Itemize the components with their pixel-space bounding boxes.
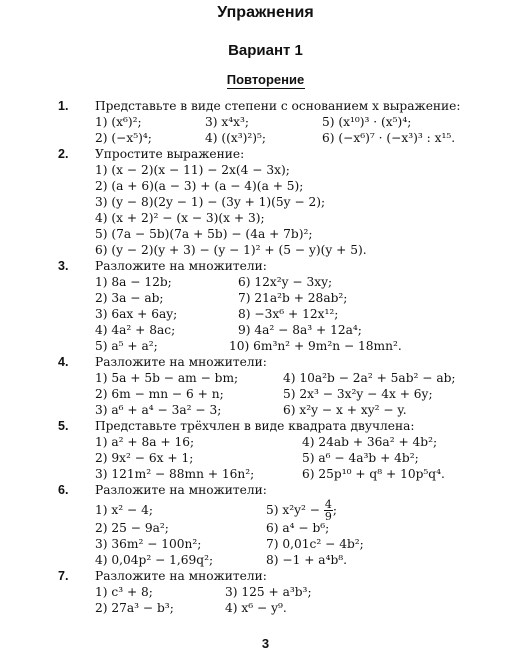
exercise-2 [0,146,531,258]
task-row [0,322,531,338]
task-item: 1) c³ + 8; [95,585,153,599]
task-row [0,498,531,523]
task-item-with-fraction [266,499,337,522]
task-item: 6) (−x⁶)⁷ · (−x³)³ : x¹⁵. [322,131,456,145]
exercise-number: 1. [58,99,69,113]
task-item: 4) 24ab + 36a² + 4b²; [302,435,438,449]
task-item: 7) 0,01c² − 4b²; [266,537,364,551]
page-number: 3 [261,636,270,651]
task-item: 1) (x − 2)(x − 11) − 2x(4 − 3x); [95,163,290,177]
task-row [0,386,531,402]
exercise-list [0,98,531,616]
task-row [0,210,531,226]
task-row [0,114,531,130]
task-item: 6) a⁴ − b⁶; [266,521,330,535]
exercise-number: 4. [58,355,69,369]
exercise-7 [0,568,531,616]
task-item: 3) x⁴x³; [205,115,250,129]
exercise-prompt: Представьте в виде степени с основанием x выражение: [95,99,461,113]
task-item: 5) 2x³ − 3x²y − 4x + 6y; [283,387,433,401]
task-item: 8) −1 + a⁴b⁸. [266,553,348,567]
task-row [0,402,531,418]
task-item: 1) 5a + 5b − am − bm; [95,371,239,385]
fraction-denominator: 9 [324,510,332,523]
task-item: 6) 12x²y − 3xy; [238,275,333,289]
page-title: Упражнения [217,4,314,21]
task-item: 10) 6m³n² + 9m²n − 18mn². [229,339,402,353]
task-item: 2) 25 − 9a²; [95,521,169,535]
exercise-number: 3. [58,259,69,273]
exercise-6 [0,482,531,568]
task-row [0,290,531,306]
task-row [0,600,531,616]
exercise-prompt: Разложите на множители: [95,569,267,583]
task-item: 3) 121m² − 88mn + 16n²; [95,467,255,481]
exercise-4 [0,354,531,418]
task-item: 5) (7a − 5b)(7a + 5b) − (4a + 7b)²; [95,227,313,241]
task-row [0,162,531,178]
task-item: 6) x²y − x + xy² − y. [283,403,407,417]
task-row [0,536,531,552]
task-item: 3) a⁶ + a⁴ − 3a² − 3; [95,403,222,417]
exercise-prompt: Разложите на множители: [95,483,267,497]
exercise-prompt: Разложите на множители: [95,355,267,369]
exercise-1 [0,98,531,146]
task-item: 9) 4a² − 8a³ + 12a⁴; [238,323,362,337]
task-item: 1) (x⁶)²; [95,115,142,129]
task-item: 5) x²y² − [266,503,324,517]
exercise-number: 6. [58,483,69,497]
exercise-number: 2. [58,147,69,161]
task-item: 6) (y − 2)(y + 3) − (y − 1)² + (5 − y)(y + 5). [95,243,367,257]
task-item: 2) 9x² − 6x + 1; [95,451,194,465]
task-item: 3) 6ax + 6ay; [95,307,178,321]
exercise-3 [0,258,531,354]
task-item: 2) 6m − mn − 6 + n; [95,387,224,401]
task-item: 4) ((x³)²)⁵; [205,131,267,145]
task-row [0,434,531,450]
section-underline [227,88,305,89]
task-row [0,274,531,290]
task-item: 4) x⁶ − y⁹. [225,601,287,615]
task-item: 1) 8a − 12b; [95,275,172,289]
task-item: 2) 27a³ − b³; [95,601,174,615]
task-item: 3) 125 + a³b³; [225,585,312,599]
fraction-numerator: 4 [324,498,332,511]
exercise-prompt: Разложите на множители: [95,259,267,273]
task-item: 3) 36m² − 100n²; [95,537,202,551]
task-item: 3) (y − 8)(2y − 1) − (3y + 1)(5y − 2); [95,195,326,209]
task-row [0,130,531,146]
task-row [0,450,531,466]
task-item: 2) (−x⁵)⁴; [95,131,152,145]
section-heading: Повторение [226,72,305,87]
task-row [0,584,531,600]
task-row [0,242,531,258]
task-row [0,552,531,568]
exercise-number: 5. [58,419,69,433]
task-item: 2) (a + 6)(a − 3) + (a − 4)(a + 5); [95,179,304,193]
task-item: 5) a⁵ + a²; [95,339,158,353]
task-item: 4) (x + 2)² − (x − 3)(x + 3); [95,211,265,225]
task-item: 1) a² + 8a + 16; [95,435,195,449]
exercise-prompt: Упростите выражение: [95,147,245,161]
exercise-5 [0,418,531,482]
task-item: 5) (x¹⁰)³ · (x⁵)⁴; [322,115,412,129]
exercise-prompt: Представьте трёхчлен в виде квадрата двучлена: [95,419,415,433]
task-row [0,178,531,194]
task-item: 6) 25p¹⁰ + q⁸ + 10p⁵q⁴. [302,467,445,481]
task-item: 5) a⁶ − 4a³b + 4b²; [302,451,419,465]
task-item: 8) −3x⁶ + 12x¹²; [238,307,339,321]
variant-heading: Вариант 1 [228,42,303,59]
exercise-number: 7. [58,569,69,583]
task-row [0,226,531,242]
task-row [0,370,531,386]
task-row [0,194,531,210]
task-item: 1) x² − 4; [95,503,153,517]
task-item: 2) 3a − ab; [95,291,164,305]
task-row [0,338,531,354]
fraction-suffix: ; [332,503,337,517]
task-row [0,306,531,322]
fraction [324,499,333,522]
task-item: 4) 4a² + 8ac; [95,323,176,337]
task-item: 4) 10a²b − 2a² + 5ab² − ab; [283,371,456,385]
task-item: 7) 21a²b + 28ab²; [238,291,348,305]
task-item: 4) 0,04p² − 1,69q²; [95,553,214,567]
task-row [0,466,531,482]
task-row [0,520,531,536]
